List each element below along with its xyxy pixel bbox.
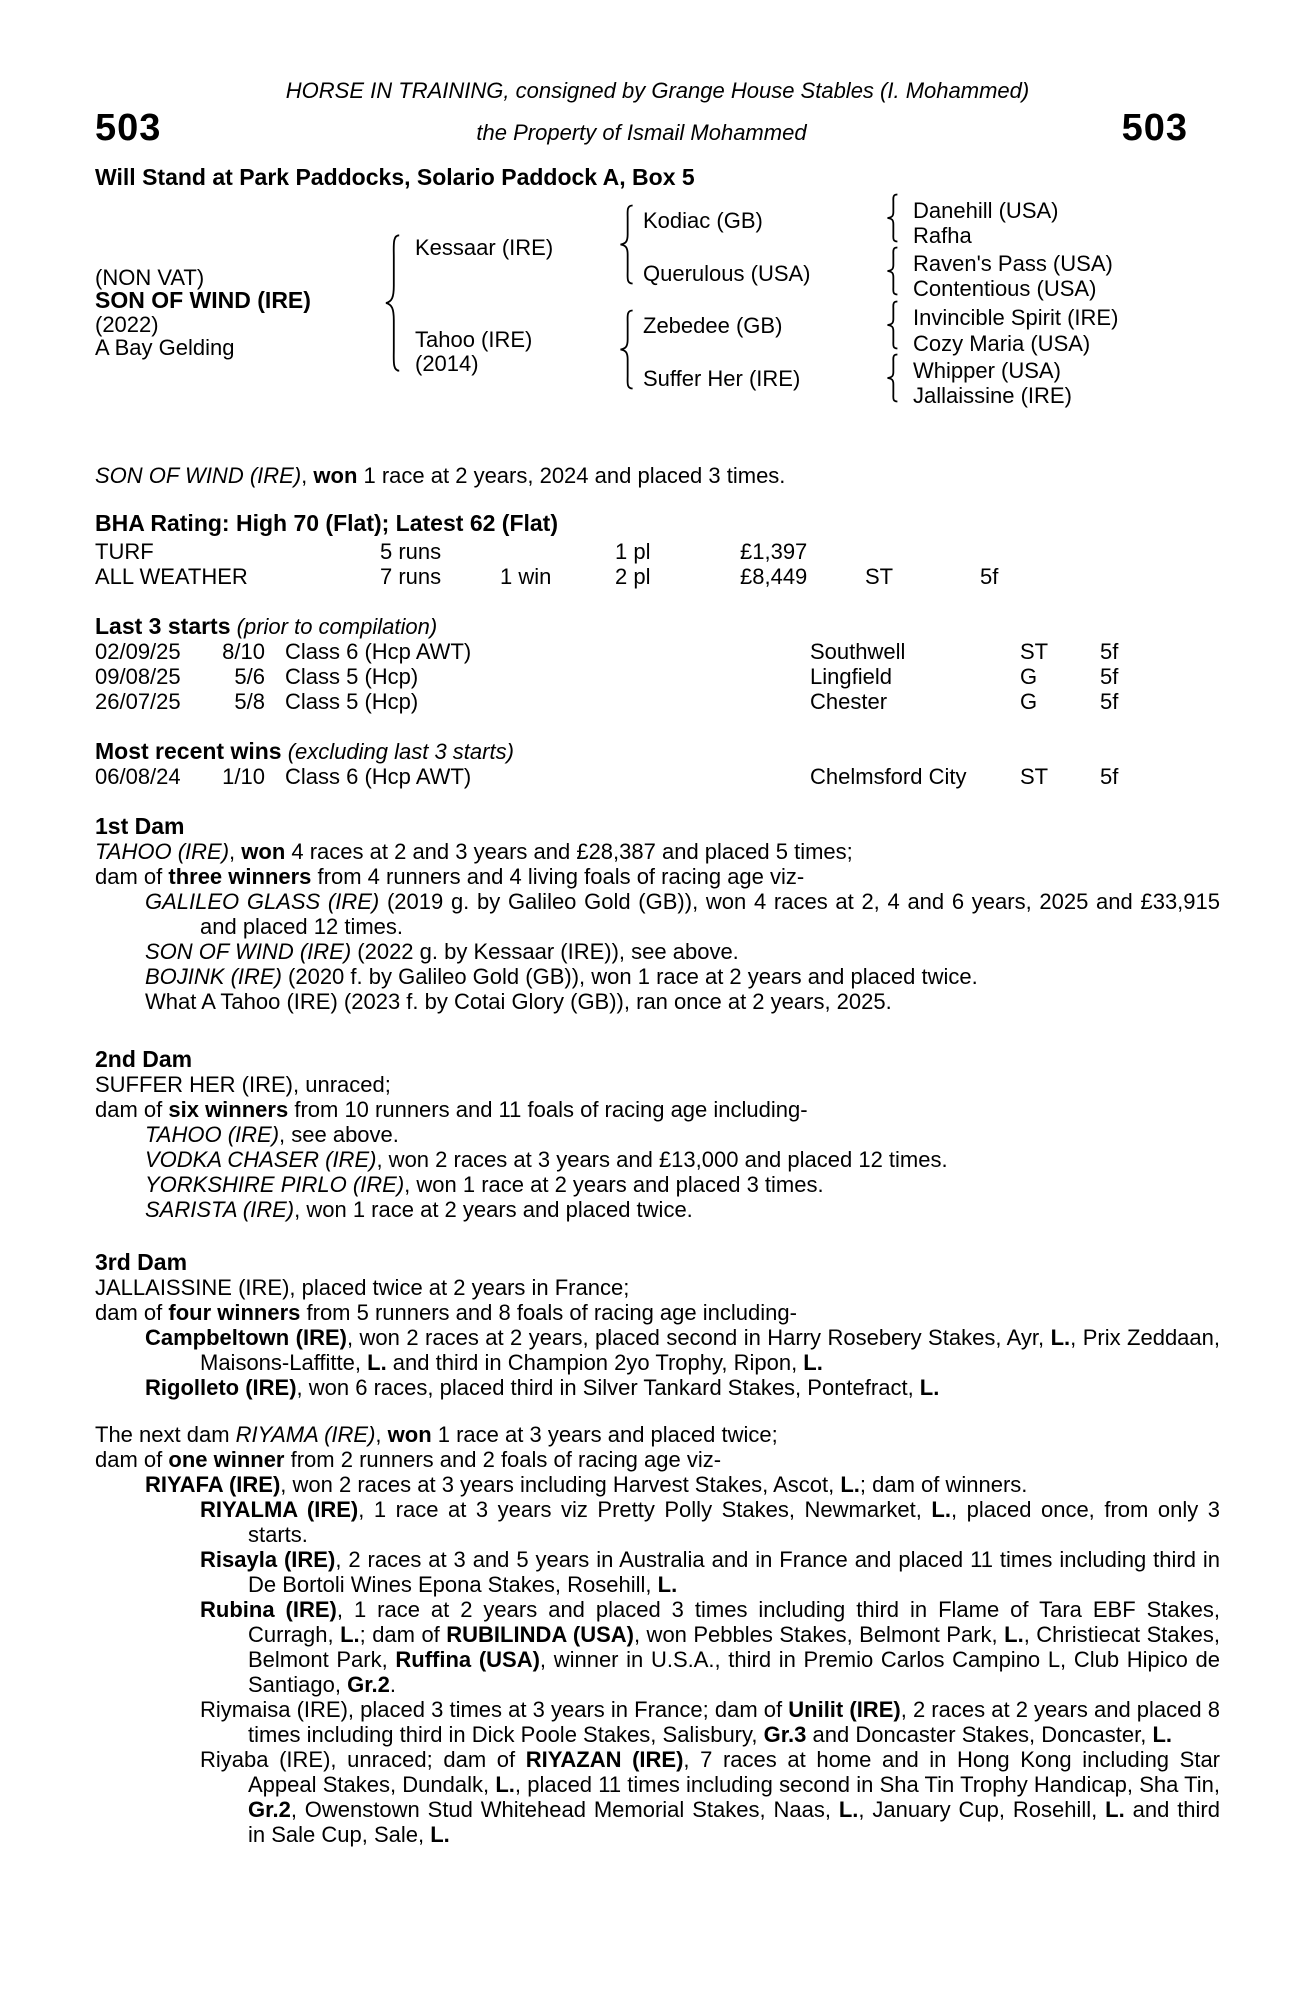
text-run: dam of (95, 864, 169, 889)
text-run: and third in Champion 2yo Trophy, Ripon, (386, 1350, 804, 1375)
table-cell: ST (865, 564, 894, 589)
dam-sire-name: Zebedee (GB) (643, 313, 783, 338)
table-cell: Class 5 (Hcp) (285, 689, 419, 714)
catalogue-line (95, 964, 1220, 989)
stand-location-line: Will Stand at Park Paddocks, Solario Paddock A, Box 5 (95, 164, 695, 190)
recent-wins-heading (95, 739, 1220, 764)
table-cell: 1 pl (615, 539, 651, 564)
last-starts-heading (95, 614, 1220, 639)
recent-wins-section (95, 739, 1220, 789)
table-row (95, 689, 1220, 714)
table-cell: 09/08/25 (95, 664, 181, 689)
text-run: , winner in U.S.A., third in Premio Carlos Campino L, Club Hipico de Santiago, (248, 1647, 1221, 1697)
text-run: and Doncaster Stakes, Doncaster, (806, 1722, 1153, 1747)
table-cell: Lingfield (810, 664, 892, 689)
second-dam-heading: 2nd Dam (95, 1046, 193, 1072)
text-run: Rigolleto (IRE) (145, 1375, 297, 1400)
table-cell: 1/10 (222, 764, 265, 789)
dam-sire-sire-name: Invincible Spirit (IRE) (913, 305, 1119, 330)
catalogue-line (95, 1122, 1220, 1147)
text-run: (2020 f. by Galileo Gold (GB)), won 1 race at 2 years and placed twice. (281, 964, 978, 989)
pedigree-brace-icon (883, 353, 901, 403)
table-cell: 02/09/25 (95, 639, 181, 664)
lot-number-row (95, 107, 1220, 149)
catalogue-line (95, 1447, 1220, 1472)
sire-dam-dam-name: Contentious (USA) (913, 276, 1097, 301)
last-starts-title: Last 3 starts (95, 613, 231, 639)
text-run: , won 2 races at 3 years and £13,000 and placed 12 times. (376, 1147, 948, 1172)
sire-sire-sire-name: Danehill (USA) (913, 198, 1059, 223)
text-run: , (301, 463, 314, 488)
text-run: (2019 g. by Galileo Gold (GB)), won 4 races at 2, 4 and 6 years, 2025 and £33,915 and placed 12 times. (200, 889, 1220, 939)
text-run: and third in Sale Cup, Sale, (248, 1797, 1220, 1847)
table-cell: 5/8 (234, 689, 265, 714)
sire-dam-name: Querulous (USA) (643, 261, 811, 286)
catalogue-line (95, 1697, 1220, 1747)
second-dam-text (95, 1072, 1220, 1222)
text-run: 4 races at 2 and 3 years and £28,387 and placed 5 times; (285, 839, 853, 864)
text-run: Campbeltown (IRE) (145, 1325, 347, 1350)
text-run: four winners (168, 1300, 301, 1325)
text-run: won (313, 463, 358, 488)
text-run: TAHOO (IRE) (95, 839, 230, 864)
table-cell: G (1020, 689, 1038, 714)
last-starts-section (95, 614, 1220, 714)
text-run: . (389, 1672, 397, 1697)
table-cell: £8,449 (740, 564, 808, 589)
text-run: TAHOO (IRE) (145, 1122, 280, 1147)
recent-wins-note: (excluding last 3 starts) (281, 739, 514, 764)
text-run: , 1 race at 2 years and placed 3 times including third in Flame of Tara EBF Stakes, Curragh, (248, 1597, 1220, 1647)
catalogue-line (95, 1300, 1220, 1325)
table-cell: ALL WEATHER (95, 564, 248, 589)
table-row (95, 539, 1220, 564)
text-run: 1 race at 2 years, 2024 and placed 3 times. (357, 463, 786, 488)
text-run: L. (430, 1822, 450, 1847)
sire-sire-dam-name: Rafha (913, 223, 972, 248)
first-dam-section (95, 814, 1220, 1014)
horse-name: SON OF WIND (IRE) (95, 287, 311, 313)
next-dam-section (95, 1422, 1220, 1847)
text-run: , Owenstown Stud Whitehead Memorial Stakes, Naas, (290, 1797, 839, 1822)
text-run: Riyaba (IRE), unraced; dam of (200, 1747, 526, 1772)
next-dam-text (95, 1422, 1220, 1847)
table-cell: TURF (95, 539, 154, 564)
pedigree-brace-icon (883, 193, 901, 243)
text-run: BOJINK (IRE) (145, 964, 282, 989)
text-run: , Prix Zeddaan, Maisons-Laffitte, (200, 1325, 1220, 1375)
text-run: L. (803, 1350, 823, 1375)
bha-rating-line: BHA Rating: High 70 (Flat); Latest 62 (Flat) (95, 510, 558, 536)
text-run: L. (657, 1572, 678, 1597)
text-run: RUBILINDA (USA) (446, 1622, 634, 1647)
text-run: Gr.2 (347, 1672, 390, 1697)
table-cell: 5f (1100, 764, 1119, 789)
text-run: The next dam (95, 1422, 236, 1447)
text-run: , see above. (279, 1122, 399, 1147)
text-run: , won 2 races at 3 years including Harvest Stakes, Ascot, (280, 1472, 841, 1497)
race-summary-line (95, 463, 1220, 488)
text-run: L. (495, 1772, 515, 1797)
pedigree-brace-icon (883, 246, 901, 296)
sire-dam-sire-name: Raven's Pass (USA) (913, 251, 1113, 276)
text-run: from 4 runners and 4 living foals of racing age viz- (311, 864, 805, 889)
table-cell: Class 6 (Hcp AWT) (285, 764, 472, 789)
text-run: , 2 races at 3 and 5 years in Australia and in France and placed 11 times including third in De Bortoli Wines Epona Stakes, Rosehill, (248, 1547, 1220, 1597)
last-starts-table (95, 639, 1220, 714)
colour-sex: A Bay Gelding (95, 335, 235, 360)
first-dam-text (95, 839, 1220, 1014)
text-run: Riymaisa (IRE), placed 3 times at 3 years in France; dam of (200, 1697, 789, 1722)
pedigree-brace-icon (380, 231, 404, 375)
text-run: from 2 runners and 2 foals of racing age viz- (284, 1447, 722, 1472)
text-run: GALILEO GLASS (IRE) (145, 889, 380, 914)
table-cell: 1 win (500, 564, 552, 589)
catalogue-line (95, 1597, 1220, 1697)
sire-name: Kessaar (IRE) (415, 235, 554, 260)
table-cell: Chester (810, 689, 888, 714)
property-line: the Property of Ismail Mohammed (476, 120, 807, 145)
catalogue-line (95, 1422, 1220, 1447)
catalogue-line (95, 1172, 1220, 1197)
text-run: RIYAMA (IRE) (235, 1422, 376, 1447)
pedigree-tree (95, 198, 1220, 436)
text-run: ; dam of (359, 1622, 447, 1647)
text-run: , (375, 1422, 388, 1447)
text-run: , won 2 races at 2 years, placed second in Harry Rosebery Stakes, Ayr, (347, 1325, 1051, 1350)
table-cell: 26/07/25 (95, 689, 181, 714)
table-row (95, 664, 1220, 689)
pedigree-brace-icon (883, 300, 901, 350)
pedigree-brace-icon (615, 308, 637, 391)
table-cell: ST (1020, 764, 1049, 789)
sire-sire-name: Kodiac (GB) (643, 208, 763, 233)
text-run: SARISTA (IRE) (145, 1197, 295, 1222)
catalogue-line (95, 1197, 1220, 1222)
text-run: won (387, 1422, 432, 1447)
catalogue-line (95, 1472, 1220, 1497)
text-run: L. (340, 1622, 360, 1647)
dam-dam-sire-name: Whipper (USA) (913, 358, 1061, 383)
text-run: won (241, 839, 286, 864)
text-run: SON OF WIND (IRE) (95, 463, 302, 488)
text-run: Gr.2 (248, 1797, 291, 1822)
table-cell: 8/10 (222, 639, 265, 664)
table-cell: 5f (1100, 664, 1119, 689)
table-cell: 5f (980, 564, 999, 589)
catalogue-line (95, 889, 1220, 939)
catalogue-line (95, 1375, 1220, 1400)
text-run: YORKSHIRE PIRLO (IRE) (145, 1172, 405, 1197)
text-run: , (229, 839, 242, 864)
table-cell: 5/6 (234, 664, 265, 689)
text-run: RIYAFA (IRE) (145, 1472, 281, 1497)
lot-number-right: 503 (1121, 107, 1188, 149)
text-run: from 10 runners and 11 foals of racing age including- (288, 1097, 808, 1122)
table-cell: 5f (1100, 639, 1119, 664)
catalogue-line (95, 839, 1220, 864)
text-run: Gr.3 (763, 1722, 807, 1747)
text-run: SON OF WIND (IRE) (145, 939, 352, 964)
text-run: , January Cup, Rosehill, (858, 1797, 1106, 1822)
text-run: dam of (95, 1097, 169, 1122)
table-cell: ST (1020, 639, 1049, 664)
table-cell: Chelmsford City (810, 764, 967, 789)
text-run: , placed once, from only 3 starts. (248, 1497, 1220, 1547)
catalogue-line (95, 989, 1220, 1014)
table-cell: 5f (1100, 689, 1119, 714)
bha-rating-section (95, 511, 1220, 589)
text-run: L. (1004, 1622, 1024, 1647)
text-run: L. (1050, 1325, 1071, 1350)
table-cell (980, 539, 1220, 564)
catalogue-line (95, 939, 1220, 964)
table-cell (865, 539, 980, 564)
text-run: VODKA CHASER (IRE) (145, 1147, 377, 1172)
text-run: , placed 11 times including second in Sha Tin Trophy Handicap, Sha Tin, (514, 1772, 1221, 1797)
text-run: , won 1 race at 2 years and placed 3 times. (404, 1172, 824, 1197)
text-run: RIYALMA (IRE) (200, 1497, 359, 1522)
table-cell: Class 5 (Hcp) (285, 664, 419, 689)
text-run: Risayla (IRE) (200, 1547, 336, 1572)
catalogue-line (95, 1497, 1220, 1547)
pedigree-brace-icon (615, 203, 637, 286)
text-run: L. (931, 1497, 951, 1522)
text-run: RIYAZAN (IRE) (525, 1747, 684, 1772)
catalogue-line (95, 1072, 1220, 1097)
table-cell: G (1020, 664, 1038, 689)
text-run: , 7 races at home and in Hong Kong including Star Appeal Stakes, Dundalk, (248, 1747, 1221, 1797)
text-run: L. (840, 1472, 860, 1497)
table-cell: 5 runs (380, 539, 442, 564)
table-row (95, 639, 1220, 664)
last-starts-note: (prior to compilation) (230, 614, 438, 639)
dam-year: (2014) (415, 351, 479, 376)
catalogue-line (95, 1747, 1220, 1847)
table-cell: 7 runs (380, 564, 442, 589)
table-cell: Southwell (810, 639, 906, 664)
table-cell: Class 6 (Hcp AWT) (285, 639, 472, 664)
third-dam-heading: 3rd Dam (95, 1249, 188, 1275)
table-cell (500, 539, 615, 564)
text-run: , won 6 races, placed third in Silver Tankard Stakes, Pontefract, (296, 1375, 920, 1400)
table-cell: 06/08/24 (95, 764, 181, 789)
catalogue-line (95, 1097, 1220, 1122)
dam-dam-name: Suffer Her (IRE) (643, 366, 801, 391)
consignment-line: HORSE IN TRAINING, consigned by Grange House Stables (I. Mohammed) (285, 78, 1030, 103)
table-row (95, 764, 1220, 789)
catalogue-line (95, 864, 1220, 889)
recent-wins-table (95, 764, 1220, 789)
dam-dam-dam-name: Jallaissine (IRE) (913, 383, 1072, 408)
first-dam-heading: 1st Dam (95, 813, 185, 839)
lot-number-left: 503 (95, 107, 162, 149)
text-run: (2022 g. by Kessaar (IRE)), see above. (351, 939, 739, 964)
dam-name: Tahoo (IRE) (415, 327, 533, 352)
catalogue-line (95, 1275, 1220, 1300)
table-row (95, 564, 1220, 589)
text-run: three winners (168, 864, 312, 889)
text-run: , 1 race at 3 years viz Pretty Polly Stakes, Newmarket, (358, 1497, 932, 1522)
table-cell: 2 pl (615, 564, 651, 589)
text-run: , Christiecat Stakes, Belmont Park, (248, 1622, 1220, 1672)
text-run: Unilit (IRE) (788, 1697, 901, 1722)
text-run: six winners (168, 1097, 289, 1122)
text-run: L. (919, 1375, 940, 1400)
dam-sire-dam-name: Cozy Maria (USA) (913, 331, 1091, 356)
recent-wins-title: Most recent wins (95, 738, 282, 764)
text-run: , won 1 race at 2 years and placed twice. (294, 1197, 693, 1222)
catalogue-line (95, 1547, 1220, 1597)
text-run: Ruffina (USA) (395, 1647, 540, 1672)
catalogue-line (95, 1147, 1220, 1172)
text-run: one winner (168, 1447, 285, 1472)
vat-note: (NON VAT) (95, 265, 205, 290)
catalogue-line (95, 1325, 1220, 1375)
text-run: from 5 runners and 8 foals of racing age including- (300, 1300, 797, 1325)
text-run: What A Tahoo (IRE) (2023 f. by Cotai Glory (GB)), ran once at 2 years, 2025. (145, 989, 892, 1014)
text-run: Rubina (IRE) (200, 1597, 337, 1622)
text-run: L. (1152, 1722, 1173, 1747)
text-run: ; dam of winners. (859, 1472, 1028, 1497)
page-content (95, 0, 1220, 1847)
foal-year: (2022) (95, 312, 159, 337)
race-record-table (95, 539, 1220, 589)
text-run: , 2 races at 2 years and placed 8 times including third in Dick Poole Stakes, Salisbury, (248, 1697, 1220, 1747)
text-run: JALLAISSINE (IRE), placed twice at 2 years in France; (95, 1275, 630, 1300)
text-run: dam of (95, 1447, 169, 1472)
text-run: L. (367, 1350, 387, 1375)
text-run: L. (838, 1797, 859, 1822)
third-dam-text (95, 1275, 1220, 1400)
text-run: dam of (95, 1300, 169, 1325)
text-run: SUFFER HER (IRE), unraced; (95, 1072, 391, 1097)
third-dam-section (95, 1250, 1220, 1400)
text-run: , won Pebbles Stakes, Belmont Park, (633, 1622, 1005, 1647)
second-dam-section (95, 1047, 1220, 1222)
table-cell: £1,397 (740, 539, 808, 564)
text-run: 1 race at 3 years and placed twice; (431, 1422, 778, 1447)
text-run: L. (1105, 1797, 1125, 1822)
